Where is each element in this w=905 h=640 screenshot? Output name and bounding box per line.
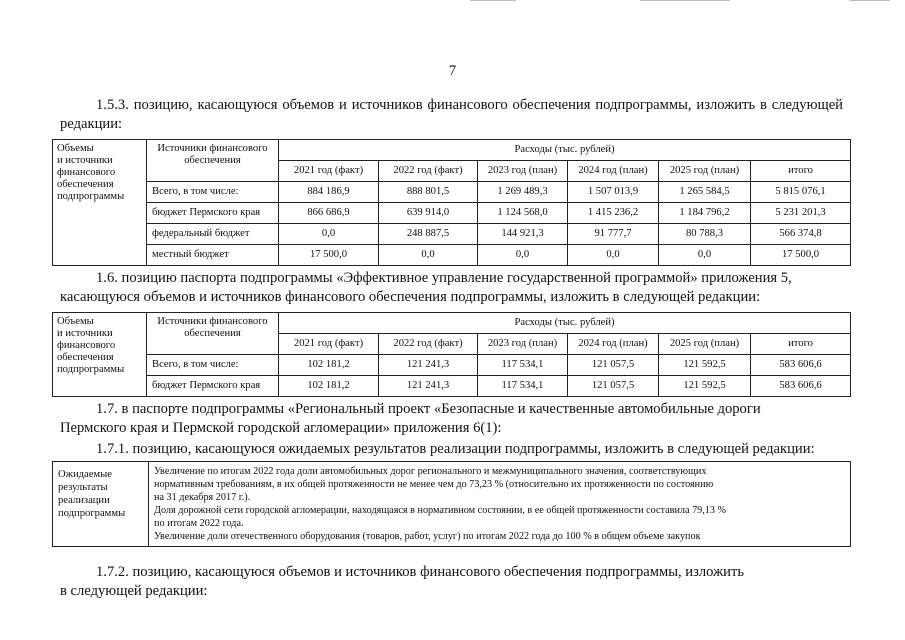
value-cell: 1 415 236,2 — [568, 203, 659, 224]
financing-table-1-5-3 — [52, 139, 851, 266]
source-cell: местный бюджет — [147, 245, 279, 266]
result-line: на 31 декабря 2017 г.). — [154, 492, 251, 503]
value-cell: 117 534,1 — [478, 376, 568, 397]
value-cell: 0,0 — [279, 224, 379, 245]
expenses-header: Расходы (тыс. рублей) — [279, 313, 851, 334]
year-header: 2024 год (план) — [568, 161, 659, 182]
value-cell: 91 777,7 — [568, 224, 659, 245]
year-header: 2021 год (факт) — [279, 161, 379, 182]
total-cell: 583 606,6 — [751, 376, 851, 397]
value-cell: 0,0 — [568, 245, 659, 266]
year-header: 2025 год (план) — [659, 161, 751, 182]
scan-edge-mark — [850, 0, 890, 1]
value-cell: 248 887,5 — [379, 224, 478, 245]
value-cell: 1 124 568,0 — [478, 203, 568, 224]
source-cell: бюджет Пермского края — [147, 203, 279, 224]
result-line: по итогам 2022 года. — [154, 518, 244, 529]
value-cell: 102 181,2 — [279, 355, 379, 376]
value-cell: 121 241,3 — [379, 376, 478, 397]
paragraph-1-5-3: 1.5.3. позицию, касающуюся объемов и источников финансового обеспечения подпрограммы, изложить в следующей редакции: — [60, 97, 843, 132]
result-line: Увеличение по итогам 2022 года доли автомобильных дорог регионального и межмуниципального значения, соответствующих — [154, 466, 707, 477]
total-header: итого — [751, 334, 851, 355]
total-cell: 5 231 201,3 — [751, 203, 851, 224]
value-cell: 1 265 584,5 — [659, 182, 751, 203]
year-header: 2025 год (план) — [659, 334, 751, 355]
source-cell: федеральный бюджет — [147, 224, 279, 245]
total-cell: 583 606,6 — [751, 355, 851, 376]
table-row — [53, 224, 851, 245]
result-line: Доля дорожной сети городской агломерации, находящаяся в нормативном состоянии, в ее общей протяженности составила 79,13 % — [154, 505, 727, 516]
value-cell: 0,0 — [379, 245, 478, 266]
total-cell: 5 815 076,1 — [751, 182, 851, 203]
value-cell: 0,0 — [659, 245, 751, 266]
table-row — [53, 203, 851, 224]
table-row — [53, 355, 851, 376]
total-cell: 566 374,8 — [751, 224, 851, 245]
scan-edge-mark — [470, 0, 516, 1]
value-cell: 0,0 — [478, 245, 568, 266]
year-header: 2021 год (факт) — [279, 334, 379, 355]
result-line: Увеличение доли отечественного оборудования (товаров, работ, услуг) по итогам 2022 года до 100 % в общем объеме закупок — [154, 531, 701, 542]
table-row-label: Ожидаемые результаты реализации подпрограммы — [53, 462, 149, 547]
table-row-label: Объемы и источники финансового обеспечения подпрограммы — [53, 313, 147, 397]
value-cell: 121 592,5 — [659, 376, 751, 397]
results-table-1-7-1 — [52, 461, 851, 547]
paragraph-1-7-2-line-1: 1.7.2. позицию, касающуюся объемов и источников финансового обеспечения подпрограммы, изложить — [96, 564, 745, 580]
value-cell: 144 921,3 — [478, 224, 568, 245]
total-header: итого — [751, 161, 851, 182]
paragraph-1-6-line-1: 1.6. позицию паспорта подпрограммы «Эффективное управление государственной программой» приложения 5, — [96, 270, 792, 286]
financing-table-1-6 — [52, 312, 851, 397]
value-cell: 17 500,0 — [279, 245, 379, 266]
table-row — [53, 182, 851, 203]
value-cell: 866 686,9 — [279, 203, 379, 224]
value-cell: 1 184 796,2 — [659, 203, 751, 224]
scan-edge-mark — [640, 0, 730, 1]
value-cell: 121 241,3 — [379, 355, 478, 376]
year-header: 2024 год (план) — [568, 334, 659, 355]
paragraph-1-6-line-2: касающуюся объемов и источников финансового обеспечения подпрограммы, изложить в следующей редакции: — [60, 289, 761, 305]
table-row — [53, 376, 851, 397]
results-cell — [149, 462, 851, 547]
value-cell: 884 186,9 — [279, 182, 379, 203]
expenses-header: Расходы (тыс. рублей) — [279, 140, 851, 161]
table-row — [53, 245, 851, 266]
table-row — [53, 462, 851, 547]
table-row-label: Объемы и источники финансового обеспечения подпрограммы — [53, 140, 147, 266]
paragraph-1-7-1: 1.7.1. позицию, касающуюся ожидаемых результатов реализации подпрограммы, изложить в следующей редакции: — [96, 441, 815, 457]
value-cell: 102 181,2 — [279, 376, 379, 397]
paragraph-1-7-line-2: Пермского края и Пермской городской агломерации» приложения 6(1): — [60, 420, 502, 436]
value-cell: 639 914,0 — [379, 203, 478, 224]
year-header: 2022 год (факт) — [379, 161, 478, 182]
source-cell: Всего, в том числе: — [147, 182, 279, 203]
source-cell: бюджет Пермского края — [147, 376, 279, 397]
value-cell: 888 801,5 — [379, 182, 478, 203]
value-cell: 117 534,1 — [478, 355, 568, 376]
value-cell: 121 057,5 — [568, 355, 659, 376]
value-cell: 1 507 013,9 — [568, 182, 659, 203]
value-cell: 80 788,3 — [659, 224, 751, 245]
year-header: 2023 год (план) — [478, 161, 568, 182]
source-header: Источники финансового обеспечения — [147, 313, 279, 355]
value-cell: 121 592,5 — [659, 355, 751, 376]
result-line: нормативным требованиям, в их общей протяженности не менее чем до 73,23 % (относительно их протяженности по состоянию — [154, 479, 714, 490]
year-header: 2022 год (факт) — [379, 334, 478, 355]
value-cell: 1 269 489,3 — [478, 182, 568, 203]
paragraph-1-7-2-line-2: в следующей редакции: — [60, 583, 208, 599]
year-header: 2023 год (план) — [478, 334, 568, 355]
value-cell: 121 057,5 — [568, 376, 659, 397]
paragraph-1-7-line-1: 1.7. в паспорте подпрограммы «Региональный проект «Безопасные и качественные автомобильные дороги — [96, 401, 761, 417]
total-cell: 17 500,0 — [751, 245, 851, 266]
source-header: Источники финансового обеспечения — [147, 140, 279, 182]
source-cell: Всего, в том числе: — [147, 355, 279, 376]
page-number: 7 — [448, 63, 457, 79]
